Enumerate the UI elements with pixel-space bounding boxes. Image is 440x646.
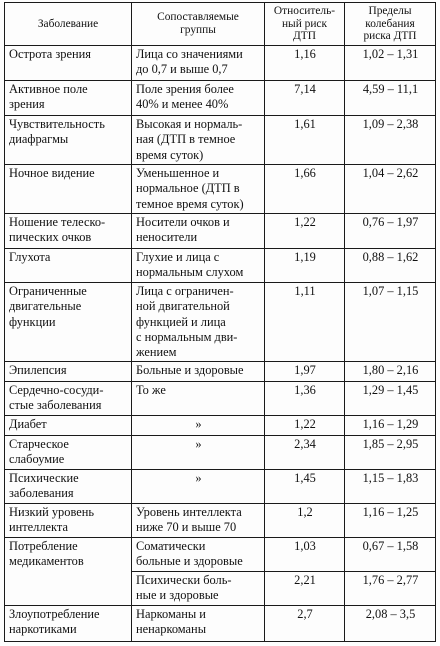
group-cell: Наркоманы и ненаркоманы xyxy=(132,605,265,641)
disease-cell: Эпилепсия xyxy=(5,361,132,381)
range-cell: 1,02 – 1,31 xyxy=(345,45,436,80)
disease-cell: Ночное видение xyxy=(5,164,132,213)
group-cell: Глухие и лица с нормальным слухом xyxy=(132,248,265,282)
group-cell: » xyxy=(132,469,265,503)
header-range: Пределы колебания риска ДТП xyxy=(345,3,436,46)
disease-cell: Глухота xyxy=(5,248,132,282)
risk-cell: 1,2 xyxy=(265,503,345,537)
disease-cell: Чувствительность диафрагмы xyxy=(5,115,132,164)
group-cell: То же xyxy=(132,381,265,415)
risk-cell: 1,45 xyxy=(265,469,345,503)
risk-cell: 1,97 xyxy=(265,361,345,381)
table-row xyxy=(5,80,436,115)
table-row xyxy=(5,503,436,537)
range-cell: 1,07 – 1,15 xyxy=(345,282,436,361)
risk-cell: 1,19 xyxy=(265,248,345,282)
risk-cell: 1,16 xyxy=(265,45,345,80)
range-cell: 1,29 – 1,45 xyxy=(345,381,436,415)
range-cell: 0,88 – 1,62 xyxy=(345,248,436,282)
group-cell: Лица со значениями до 0,7 и выше 0,7 xyxy=(132,45,265,80)
risk-cell: 7,14 xyxy=(265,80,345,115)
risk-cell: 1,36 xyxy=(265,381,345,415)
group-cell: » xyxy=(132,415,265,435)
table-row xyxy=(5,164,436,213)
table-row xyxy=(5,537,436,571)
risk-cell: 1,22 xyxy=(265,213,345,248)
header-groups: Сопоставляемые группы xyxy=(132,3,265,46)
disease-cell: Ограниченные двигательные функции xyxy=(5,282,132,361)
range-cell: 1,16 – 1,25 xyxy=(345,503,436,537)
disease-cell: Острота зрения xyxy=(5,45,132,80)
disease-cell: Злоупотребление наркотиками xyxy=(5,605,132,641)
table-row xyxy=(5,115,436,164)
risk-cell: 1,61 xyxy=(265,115,345,164)
group-cell: » xyxy=(132,435,265,469)
table-row xyxy=(5,361,436,381)
table-row xyxy=(5,605,436,641)
range-cell: 4,59 – 11,1 xyxy=(345,80,436,115)
table-row xyxy=(5,415,436,435)
disease-cell: Сердечно-сосуди- стые заболевания xyxy=(5,381,132,415)
range-cell: 2,08 – 3,5 xyxy=(345,605,436,641)
range-cell: 1,16 – 1,29 xyxy=(345,415,436,435)
disease-cell: Психические заболевания xyxy=(5,469,132,503)
header-risk: Относитель- ный риск ДТП xyxy=(265,3,345,46)
group-cell: Лица с ограничен- ной двигательной функцией и лица с нормальным дви- жением xyxy=(132,282,265,361)
range-cell: 1,80 – 2,16 xyxy=(345,361,436,381)
table-row xyxy=(5,248,436,282)
table-row xyxy=(5,381,436,415)
risk-cell: 1,66 xyxy=(265,164,345,213)
table-row xyxy=(5,213,436,248)
risk-cell: 1,03 xyxy=(265,537,345,571)
range-cell: 0,67 – 1,58 xyxy=(345,537,436,571)
disease-cell: Старческое слабоумие xyxy=(5,435,132,469)
table-row xyxy=(5,282,436,361)
range-cell: 1,09 – 2,38 xyxy=(345,115,436,164)
risk-cell: 2,34 xyxy=(265,435,345,469)
risk-cell: 2,21 xyxy=(265,571,345,605)
table-row xyxy=(5,45,436,80)
header-row xyxy=(5,3,436,46)
group-cell: Уменьшенное и нормальное (ДТП в темное время суток) xyxy=(132,164,265,213)
disease-cell: Потребление медикаментов xyxy=(5,537,132,605)
range-cell: 1,76 – 2,77 xyxy=(345,571,436,605)
disease-cell: Диабет xyxy=(5,415,132,435)
group-cell: Уровень интеллекта ниже 70 и выше 70 xyxy=(132,503,265,537)
group-cell: Соматически больные и здоровые xyxy=(132,537,265,571)
disease-cell: Низкий уровень интеллекта xyxy=(5,503,132,537)
disease-cell: Ношение телеско- пических очков xyxy=(5,213,132,248)
range-cell: 0,76 – 1,97 xyxy=(345,213,436,248)
range-cell: 1,85 – 2,95 xyxy=(345,435,436,469)
group-cell: Больные и здоровые xyxy=(132,361,265,381)
range-cell: 1,04 – 2,62 xyxy=(345,164,436,213)
header-disease: Заболевание xyxy=(5,3,132,46)
risk-cell: 2,7 xyxy=(265,605,345,641)
risk-cell: 1,11 xyxy=(265,282,345,361)
risk-table xyxy=(4,2,436,642)
range-cell: 1,15 – 1,83 xyxy=(345,469,436,503)
table-row xyxy=(5,435,436,469)
table-row xyxy=(5,469,436,503)
disease-cell: Активное поле зрения xyxy=(5,80,132,115)
group-cell: Высокая и нормаль- ная (ДТП в темное время суток) xyxy=(132,115,265,164)
group-cell: Носители очков и неносители xyxy=(132,213,265,248)
group-cell: Поле зрения более 40% и менее 40% xyxy=(132,80,265,115)
group-cell: Психически боль- ные и здоровые xyxy=(132,571,265,605)
risk-cell: 1,22 xyxy=(265,415,345,435)
